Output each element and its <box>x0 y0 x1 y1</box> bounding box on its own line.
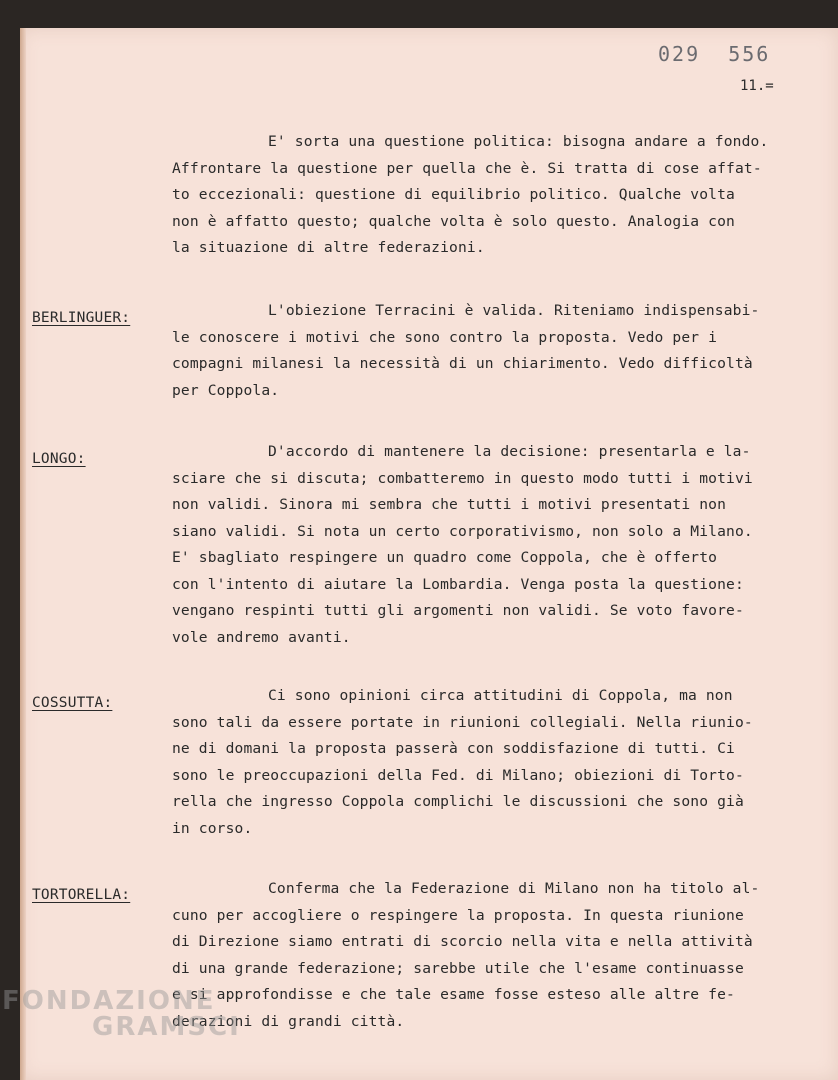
text-line: sono le preoccupazioni della Fed. di Milano; obiezioni di Torto- <box>172 766 744 784</box>
text-line: di Direzione siamo entrati di scorcio nella vita e nella attività <box>172 933 753 950</box>
text-line: vengano respinti tutti gli argomenti non validi. Se voto favore- <box>172 602 744 619</box>
paragraph-continuation <box>172 129 812 262</box>
paragraph-berlinguer <box>172 298 812 404</box>
text-line: di una grande federazione; sarebbe utile che l'esame continuasse <box>172 959 744 977</box>
text-line: con l'intento di aiutare la Lombardia. Venga posta la questione: <box>172 575 744 593</box>
archive-number: 029 556 <box>658 42 771 66</box>
speaker-label-berlinguer: BERLINGUER: <box>32 310 131 326</box>
speaker-label-tortorella: TORTORELLA: <box>32 887 131 903</box>
watermark-line-2: GRAMSCI <box>92 1012 241 1042</box>
paragraph-longo <box>172 439 812 651</box>
text-line: per Coppola. <box>172 381 280 399</box>
watermark-line-1: FONDAZIONE <box>2 986 216 1016</box>
page-binding-edge <box>20 28 26 1080</box>
text-line: E' sorta una questione politica: bisogna andare a fondo. <box>268 133 769 150</box>
text-line: compagni milanesi la necessità di un chiarimento. Vedo difficoltà <box>172 355 753 372</box>
text-line: E' sbagliato respingere un quadro come Coppola, che è offerto <box>172 549 718 566</box>
text-line: D'accordo di mantenere la decisione: presentarla e la- <box>268 443 751 460</box>
text-line: e si approfondisse e che tale esame fosse esteso alle altre fe- <box>172 986 735 1003</box>
text-line: sono tali da essere portate in riunioni collegiali. Nella riunio- <box>172 713 753 731</box>
text-line: vole andremo avanti. <box>172 628 351 646</box>
page-number: 11.= <box>740 78 774 94</box>
text-line: la situazione di altre federazioni. <box>172 239 485 256</box>
text-line: non è affatto questo; qualche volta è solo questo. Analogia con <box>172 212 735 230</box>
paragraph-tortorella <box>172 876 812 1035</box>
text-line: to eccezionali: questione di equilibrio politico. Qualche volta <box>172 186 735 203</box>
text-line: le conoscere i motivi che sono contro la proposta. Vedo per i <box>172 328 718 346</box>
text-line: in corso. <box>172 819 253 837</box>
fondazione-gramsci-watermark <box>2 988 241 1040</box>
text-line: siano validi. Si nota un certo corporativismo, non solo a Milano. <box>172 522 753 540</box>
text-line: sciare che si discuta; combatteremo in questo modo tutti i motivi <box>172 469 753 487</box>
text-line: non validi. Sinora mi sembra che tutti i motivi presentati non <box>172 496 727 513</box>
text-line: Conferma che la Federazione di Milano non ha titolo al- <box>268 880 760 897</box>
text-line: Affrontare la questione per quella che è. Si tratta di cose affat- <box>172 159 762 177</box>
speaker-label-cossutta: COSSUTTA: <box>32 695 113 711</box>
text-line: Ci sono opinioni circa attitudini di Coppola, ma non <box>268 687 733 704</box>
paragraph-cossutta <box>172 683 812 842</box>
text-line: L'obiezione Terracini è valida. Riteniamo indispensabi- <box>268 302 760 319</box>
text-line: rella che ingresso Coppola complichi le discussioni che sono già <box>172 793 744 810</box>
text-line: derazioni di grandi città. <box>172 1012 405 1030</box>
text-line: ne di domani la proposta passerà con soddisfazione di tutti. Ci <box>172 740 735 757</box>
text-line: cuno per accogliere o respingere la proposta. In questa riunione <box>172 906 744 924</box>
speaker-label-longo: LONGO: <box>32 451 86 467</box>
